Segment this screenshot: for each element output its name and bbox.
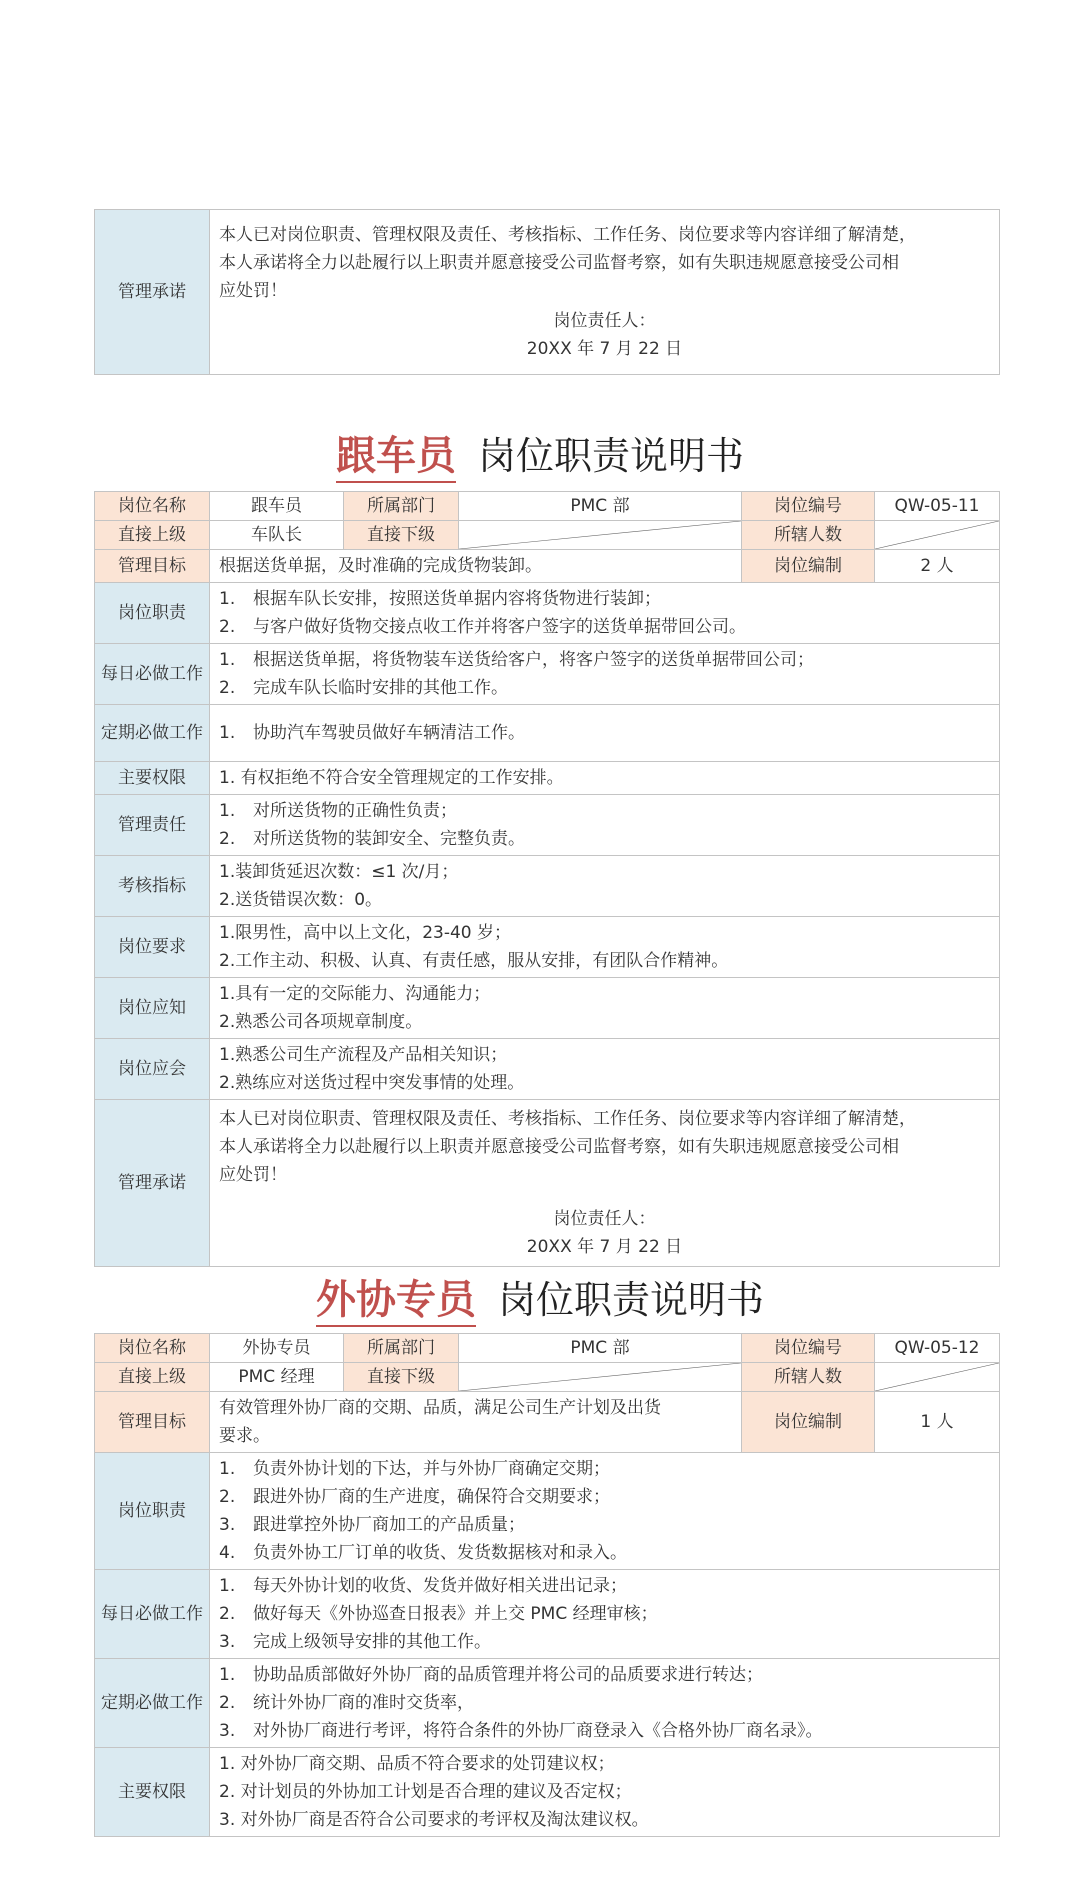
mgmt-goal-value bbox=[210, 1392, 742, 1453]
post-name-label: 岗位名称 bbox=[95, 1334, 210, 1363]
post-name-value: 跟车员 bbox=[210, 492, 344, 521]
list-item: 2. 对计划员的外协加工计划是否合理的建议及否定权； bbox=[219, 1782, 632, 1802]
should-know-label: 岗位应知 bbox=[95, 978, 210, 1039]
list-item: 1. 对所送货物的正确性负责； bbox=[219, 801, 457, 821]
signer-label: 岗位责任人： bbox=[553, 1209, 656, 1229]
role-title: 跟车员 bbox=[336, 432, 456, 483]
list-item: 1. 根据车队长安排，按照送货单据内容将货物进行装卸； bbox=[219, 589, 661, 609]
mgmt-goal-label: 管理目标 bbox=[95, 1392, 210, 1453]
list-item: 2.熟练应对送货过程中突发事情的处理。 bbox=[219, 1073, 525, 1093]
subordinate-value-empty bbox=[459, 521, 742, 550]
daily-work-list bbox=[210, 1570, 1000, 1659]
post-code-value: QW-05-11 bbox=[875, 492, 1000, 521]
list-item: 1.装卸货延迟次数：≤1 次/月； bbox=[219, 862, 459, 882]
post-name-label: 岗位名称 bbox=[95, 492, 210, 521]
role-title: 外协专员 bbox=[316, 1276, 476, 1327]
department-value: PMC 部 bbox=[459, 492, 742, 521]
headcount-value: 2 人 bbox=[875, 550, 1000, 583]
should-know-list bbox=[210, 978, 1000, 1039]
list-item: 2. 完成车队长临时安排的其他工作。 bbox=[219, 678, 508, 698]
should-can-list bbox=[210, 1039, 1000, 1100]
post-name-value: 外协专员 bbox=[210, 1334, 344, 1363]
periodic-work-label: 定期必做工作 bbox=[95, 1659, 210, 1748]
list-item: 2. 与客户做好货物交接点收工作并将客户签字的送货单据带回公司。 bbox=[219, 617, 746, 637]
subordinate-label: 直接下级 bbox=[344, 1363, 459, 1392]
job-table-driver-assistant bbox=[94, 491, 1000, 1267]
list-item: 1.熟悉公司生产流程及产品相关知识； bbox=[219, 1045, 508, 1065]
list-item: 1. 协助汽车驾驶员做好车辆清洁工作。 bbox=[219, 723, 525, 743]
superior-label: 直接上级 bbox=[95, 1363, 210, 1392]
requirements-label: 岗位要求 bbox=[95, 917, 210, 978]
list-item: 1. 对外协厂商交期、品质不符合要求的处罚建议权； bbox=[219, 1754, 615, 1774]
post-code-label: 岗位编号 bbox=[742, 1334, 875, 1363]
subordinate-value-empty bbox=[459, 1363, 742, 1392]
superior-label: 直接上级 bbox=[95, 521, 210, 550]
list-item: 2.送货错误次数：0。 bbox=[219, 890, 383, 910]
sign-date: 20XX 年 7 月 22 日 bbox=[526, 339, 683, 359]
promise-line: 本人承诺将全力以赴履行以上职责并愿意接受公司监督考察，如有失职违规愿意接受公司相 bbox=[219, 253, 899, 273]
subordinate-label: 直接下级 bbox=[344, 521, 459, 550]
promise-line: 本人承诺将全力以赴履行以上职责并愿意接受公司监督考察，如有失职违规愿意接受公司相 bbox=[219, 1137, 899, 1157]
requirements-list bbox=[210, 917, 1000, 978]
responsibility-label: 管理责任 bbox=[95, 795, 210, 856]
list-item: 3. 对外协厂商是否符合公司要求的考评权及淘汰建议权。 bbox=[219, 1810, 649, 1830]
commitment-table-top bbox=[94, 209, 1000, 375]
promise-line: 应处罚！ bbox=[219, 1165, 287, 1185]
duties-list bbox=[210, 583, 1000, 644]
responsibility-list bbox=[210, 795, 1000, 856]
list-item: 2. 对所送货物的装卸安全、完整负责。 bbox=[219, 829, 525, 849]
duties-label: 岗位职责 bbox=[95, 1453, 210, 1570]
list-item: 3. 跟进掌控外协厂商加工的产品质量； bbox=[219, 1515, 525, 1535]
post-code-label: 岗位编号 bbox=[742, 492, 875, 521]
jurisdiction-value-empty bbox=[875, 1363, 1000, 1392]
list-item: 2. 跟进外协厂商的生产进度，确保符合交期要求； bbox=[219, 1487, 610, 1507]
superior-value: PMC 经理 bbox=[210, 1363, 344, 1392]
list-item: 1. 根据送货单据，将货物装车送货给客户，将客户签字的送货单据带回公司； bbox=[219, 650, 814, 670]
section-title bbox=[0, 1268, 1080, 1325]
list-item: 1. 每天外协计划的收货、发货并做好相关进出记录； bbox=[219, 1576, 627, 1596]
list-item: 1.具有一定的交际能力、沟通能力； bbox=[219, 984, 491, 1004]
periodic-work-label: 定期必做工作 bbox=[95, 705, 210, 762]
list-item: 3. 完成上级领导安排的其他工作。 bbox=[219, 1632, 491, 1652]
doc-title: 岗位职责说明书 bbox=[477, 434, 744, 478]
post-code-value: QW-05-12 bbox=[875, 1334, 1000, 1363]
daily-work-list bbox=[210, 644, 1000, 705]
kpi-label: 考核指标 bbox=[95, 856, 210, 917]
promise-line: 应处罚！ bbox=[219, 281, 287, 301]
periodic-work-list bbox=[210, 1659, 1000, 1748]
headcount-label: 岗位编制 bbox=[742, 550, 875, 583]
sign-date: 20XX 年 7 月 22 日 bbox=[526, 1237, 683, 1257]
goal-line: 有效管理外协厂商的交期、品质，满足公司生产计划及出货 bbox=[219, 1398, 661, 1418]
commitment-label: 管理承诺 bbox=[95, 1100, 210, 1267]
headcount-value: 1 人 bbox=[875, 1392, 1000, 1453]
job-table-outsourcing-specialist bbox=[94, 1333, 1000, 1837]
superior-value: 车队长 bbox=[210, 521, 344, 550]
authority-label: 主要权限 bbox=[95, 762, 210, 795]
duties-label: 岗位职责 bbox=[95, 583, 210, 644]
list-item: 4. 负责外协工厂订单的收货、发货数据核对和录入。 bbox=[219, 1543, 627, 1563]
authority-list bbox=[210, 1748, 1000, 1837]
commitment-text bbox=[210, 210, 1000, 375]
jurisdiction-value-empty bbox=[875, 521, 1000, 550]
mgmt-goal-label: 管理目标 bbox=[95, 550, 210, 583]
kpi-list bbox=[210, 856, 1000, 917]
duties-list bbox=[210, 1453, 1000, 1570]
signer-label: 岗位责任人： bbox=[553, 311, 656, 331]
commitment-text bbox=[210, 1100, 1000, 1267]
list-item: 1. 协助品质部做好外协厂商的品质管理并将公司的品质要求进行转达； bbox=[219, 1665, 763, 1685]
list-item: 2.熟悉公司各项规章制度。 bbox=[219, 1012, 423, 1032]
jurisdiction-label: 所辖人数 bbox=[742, 521, 875, 550]
commitment-label: 管理承诺 bbox=[95, 210, 210, 375]
authority-value: 1. 有权拒绝不符合安全管理规定的工作安排。 bbox=[210, 762, 1000, 795]
doc-title: 岗位职责说明书 bbox=[497, 1278, 764, 1322]
list-item: 1. 负责外协计划的下达，并与外协厂商确定交期； bbox=[219, 1459, 610, 1479]
list-item: 2.工作主动、积极、认真、有责任感，服从安排，有团队合作精神。 bbox=[219, 951, 729, 971]
mgmt-goal-value: 根据送货单据，及时准确的完成货物装卸。 bbox=[210, 550, 742, 583]
daily-work-label: 每日必做工作 bbox=[95, 1570, 210, 1659]
list-item: 1.限男性，高中以上文化，23-40 岁； bbox=[219, 923, 512, 943]
jurisdiction-label: 所辖人数 bbox=[742, 1363, 875, 1392]
list-item: 3. 对外协厂商进行考评，将符合条件的外协厂商登录入《合格外协厂商名录》。 bbox=[219, 1721, 823, 1741]
periodic-work-list bbox=[210, 705, 1000, 762]
section-title bbox=[0, 424, 1080, 481]
department-value: PMC 部 bbox=[459, 1334, 742, 1363]
should-can-label: 岗位应会 bbox=[95, 1039, 210, 1100]
list-item: 2. 做好每天《外协巡查日报表》并上交 PMC 经理审核； bbox=[219, 1604, 658, 1624]
goal-line: 要求。 bbox=[219, 1426, 270, 1446]
department-label: 所属部门 bbox=[344, 492, 459, 521]
list-item: 2. 统计外协厂商的准时交货率， bbox=[219, 1693, 474, 1713]
department-label: 所属部门 bbox=[344, 1334, 459, 1363]
promise-line: 本人已对岗位职责、管理权限及责任、考核指标、工作任务、岗位要求等内容详细了解清楚， bbox=[219, 225, 916, 245]
headcount-label: 岗位编制 bbox=[742, 1392, 875, 1453]
daily-work-label: 每日必做工作 bbox=[95, 644, 210, 705]
authority-label: 主要权限 bbox=[95, 1748, 210, 1837]
promise-line: 本人已对岗位职责、管理权限及责任、考核指标、工作任务、岗位要求等内容详细了解清楚， bbox=[219, 1109, 916, 1129]
